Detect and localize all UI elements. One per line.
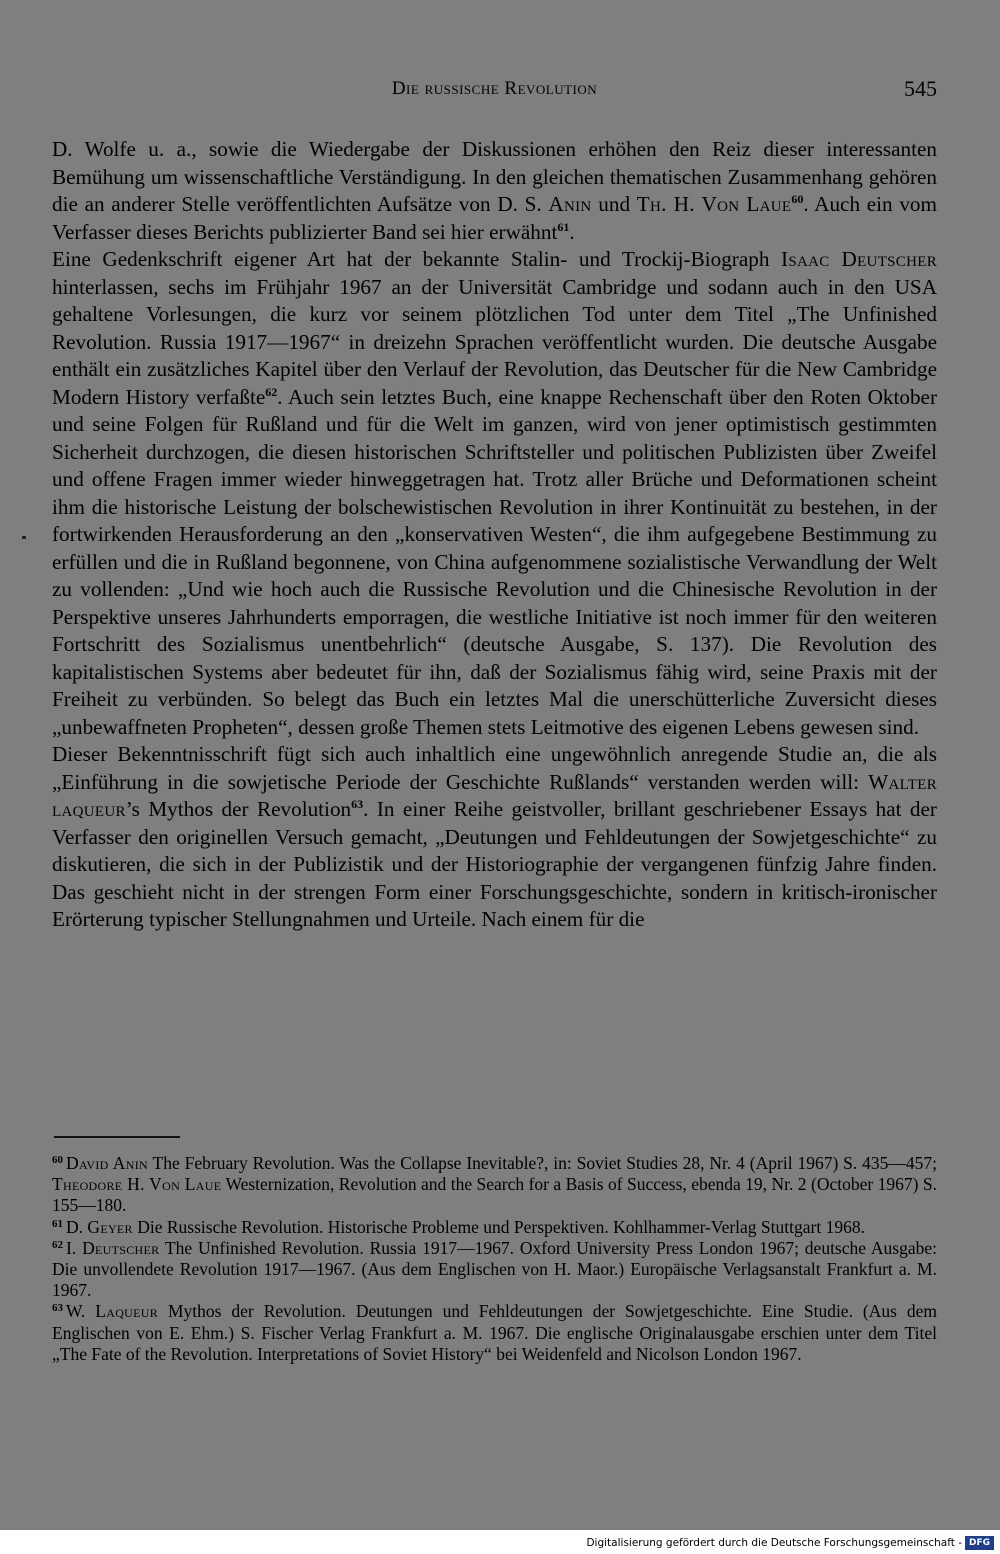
text-run: W.: [66, 1301, 96, 1322]
author-name: Laqueur: [95, 1301, 159, 1322]
running-title: Die russische Revolution: [391, 78, 598, 99]
footnote-reference: 63: [351, 797, 364, 811]
author-name: Walter laqueur: [52, 769, 937, 821]
footnote-reference: 62: [265, 384, 278, 399]
footnote: [52, 1301, 937, 1365]
text-run: und: [591, 192, 637, 216]
paragraph: [52, 136, 937, 246]
author-name: Deutscher: [82, 1237, 160, 1258]
footnote-number: 62: [52, 1238, 63, 1251]
page-header: [52, 76, 937, 110]
text-run: Dieser Bekenntnisschrift fügt sich auch inhaltlich eine ungewöhnlich anregende Studie an, die als „Einführung in die sowjetische Periode der Geschichte Rußlands“ verstanden werden will:: [52, 742, 937, 794]
text-run: Die Russische Revolution. Historische Probleme und Perspektiven. Kohlhammer-Verlag Stuttgart 1968.: [132, 1216, 865, 1237]
footnote: [52, 1153, 937, 1217]
text-run: . Auch ein vom Verfasser dieses Berichts publizierter Band sei hier erwähnt: [52, 192, 937, 244]
text-run: Westernization, Revolution and the Search for a Basis of Success, ebenda 19, Nr. 2 (October 1967) S. 155—180.: [52, 1174, 937, 1216]
dfg-logo-icon: DFG: [965, 1536, 994, 1550]
text-run: The Unfinished Revolution. Russia 1917—1967. Oxford University Press London 1967; deutsche Ausgabe: Die unvollendete Revolution 1917—1967. (Aus dem Englischen von H. Maor.) Europäische Verlagsanstalt Frankfurt a. M. 1967.: [52, 1237, 938, 1301]
body-text: [52, 136, 937, 934]
text-run: .: [569, 219, 575, 244]
paragraph: [52, 741, 937, 934]
footnote-reference: 60: [791, 192, 804, 206]
digitization-credit: [586, 1536, 994, 1550]
margin-mark: [22, 536, 26, 539]
footnote: [52, 1217, 937, 1238]
page-number: 545: [904, 76, 937, 101]
text-run: I.: [66, 1237, 83, 1258]
footnote: [52, 1238, 937, 1302]
text-run: D.: [66, 1216, 88, 1237]
text-run: ’s Mythos der Revolution: [125, 797, 352, 821]
footnote-number: 61: [52, 1217, 63, 1230]
text-run: Mythos der Revolution. Deutungen und Fehldeutungen der Sowjetgeschichte. Eine Studie. (Aus dem Englischen von E. Ehm.) S. Fischer Verlag Frankfurt a. M. 1967. Die englische Originalausgabe erschien unter dem Titel „The Fate of the Revolution. Interpretations of Soviet History“ bei Weidenfeld and Nicolson London 1967.: [52, 1301, 938, 1364]
footnote-reference: 61: [557, 219, 570, 234]
author-name: Th. H. Von Laue: [636, 192, 792, 216]
author-name: Isaac Deutscher: [781, 247, 937, 271]
text-run: . Auch sein letztes Buch, eine knappe Rechenschaft über den Roten Oktober und seine Folgen für Rußland und für die Welt im ganzen, wird von jener optimistisch gestimmten Sicherheit durchzogen, die diesen historischen Schriftsteller und politischen Publizisten über Zweifel und offene Fragen immer wieder hinweggetragen hat. Trotz aller Brüche und Deformationen scheint ihm die historische Leistung der bolschewistischen Revolution in ihrer Kontinuität zu bestehen, in der fortwirkenden Herausforderung an den „konservativen Westen“, die ihm aufgegebene Bestimmung zu erfüllen und die in Rußland begonnene, von China aufgenommene sozialistische Verwandlung der Welt zu vollenden: „Und wie hoch auch die Russische Revolution und die Chinesische Revolution in der Perspektive unseres Jahrhunderts emporragen, die westliche Initiative ist noch immer für den weiteren Fortschritt des Sozialismus unentbehrlich“ (deutsche Ausgabe, S. 137). Die Revolution des kapitalistischen Systems aber bedeutet für ihn, daß der Sozialismus fähig wird, seine Praxis mit der Freiheit zu verbünden. So belegt das Buch ein letztes Mal die unerschütterliche Zuversicht dieses „unbewaffneten Propheten“, dessen große Themen stets Leitmotive des eigenen Lebens gewesen sind.: [52, 384, 938, 739]
footnote-number: 63: [52, 1302, 63, 1315]
text-run: The February Revolution. Was the Collapse Inevitable?, in: Soviet Studies 28, Nr. 4 (April 1967) S. 435—457;: [147, 1153, 937, 1173]
author-name: Geyer: [87, 1216, 133, 1237]
footnote-separator: [54, 1136, 180, 1138]
credit-text: Digitalisierung gefördert durch die Deutsche Forschungsgemeinschaft -: [586, 1537, 962, 1549]
author-name: Anin: [548, 192, 592, 216]
text-run: hinterlassen, sechs im Frühjahr 1967 an der Universität Cambridge und sodann auch in den USA gehaltene Vorlesungen, die kurz vor seinem plötzlichen Tod unter dem Titel „The Unfinished Revolution. Russia 1917—1967“ in dreizehn Sprachen veröffentlicht wurden. Die deutsche Ausgabe enthält ein zusätzliches Kapitel über den Verlauf der Revolution, das Deutscher für die New Cambridge Modern History verfaßte: [52, 274, 937, 409]
text-run: D. Wolfe u. a., sowie die Wiedergabe der Diskussionen erhöhen den Reiz dieser interessanten Bemühung um wissenschaftliche Verständigung. In den gleichen thematischen Zusammenhang gehören die an anderer Stelle veröffentlichten Aufsätze von D. S.: [52, 137, 937, 216]
author-name: Theodore H. Von Laue: [52, 1174, 222, 1195]
text-run: Eine Gedenkschrift eigener Art hat der bekannte Stalin- und Trockij-Biograph: [52, 247, 782, 271]
footnotes: [52, 1153, 937, 1365]
author-name: David Anin: [66, 1153, 148, 1173]
text-run: . In einer Reihe geistvoller, brillant geschriebener Essays hat der Verfasser den originellen Versuch gemacht, „Deutungen und Fehldeutungen der Sowjetgeschichte“ zu diskutieren, die sich in der Publizistik und der Historiographie der vergangenen fünfzig Jahre finden. Das geschieht nicht in der strengen Form einer Forschungsgeschichte, sondern in kritisch-ironischer Erörterung typischer Stellungnahmen und Urteile. Nach einem für die: [52, 797, 937, 931]
paragraph: [52, 246, 937, 741]
footnote-number: 60: [52, 1154, 63, 1166]
